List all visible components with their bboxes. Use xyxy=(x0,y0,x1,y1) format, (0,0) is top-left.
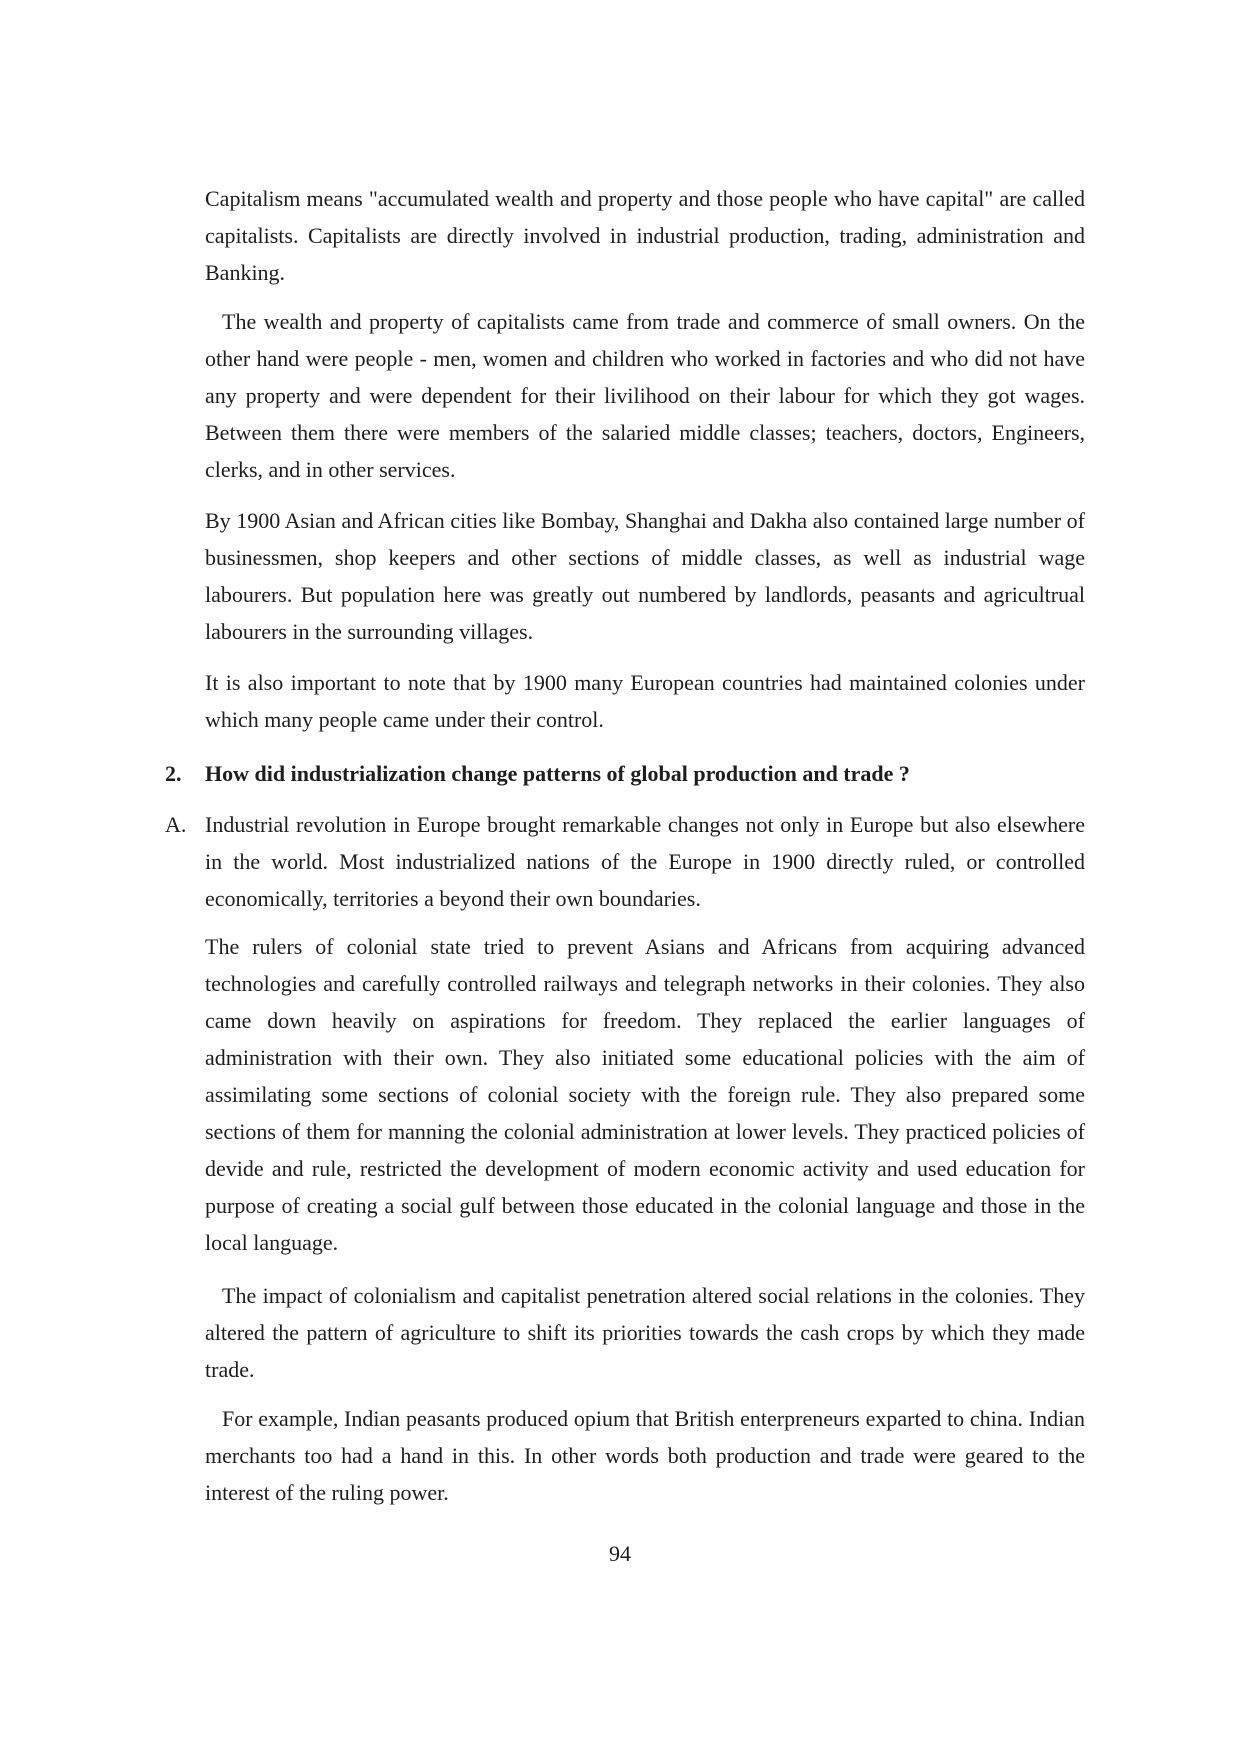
paragraph-colonialism-impact: The impact of colonialism and capitalist penetration altered social relations in the colonies. They altered the pattern of agriculture to shift its priorities towards the cash crops by which they made trade. xyxy=(205,1283,1085,1382)
answer-label: A. xyxy=(165,812,187,837)
page-number: 94 xyxy=(609,1541,631,1566)
paragraph-european-colonies: It is also important to note that by 1900 many European countries had maintained colonies under which many people came under their control. xyxy=(205,670,1085,732)
question-heading xyxy=(165,755,1095,792)
paragraph-colonial-rulers: The rulers of colonial state tried to prevent Asians and Africans from acquiring advanced technologies and carefully controlled railways and telegraph networks in their colonies. They also came down heavily on aspirations for freedom. They replaced the earlier languages of administration with their own. They also initiated some educational policies with the aim of assimilating some sections of colonial society with the foreign rule. They also prepared some sections of them for manning the colonial administration at lower levels. They practiced policies of devide and rule, restricted the development of modern economic activity and used education for purpose of creating a social gulf between those educated in the colonial language and those in the local language. xyxy=(205,934,1085,1255)
paragraph-wealth-origin: The wealth and property of capitalists came from trade and commerce of small owners. On the other hand were people - men, women and children who worked in factories and who did not have any property and were dependent for their livilihood on their labour for which they got wages. Between them there were members of the salaried middle classes; teachers, doctors, Engineers, clerks, and in other services. xyxy=(205,309,1085,482)
paragraph-opium-example: For example, Indian peasants produced opium that British enterpreneurs exparted to china. Indian merchants too had a hand in this. In other words both production and trade were geared to the interest of the ruling power. xyxy=(205,1406,1085,1505)
question-number: 2. xyxy=(165,761,182,786)
paragraph-industrial-revolution: Industrial revolution in Europe brought remarkable changes not only in Europe but also elsewhere in the world. Most industrialized nations of the Europe in 1900 directly ruled, or controlled economically, territories a beyond their own boundaries. xyxy=(205,812,1085,911)
paragraph-asian-african-cities: By 1900 Asian and African cities like Bombay, Shanghai and Dakha also contained large number of businessmen, shop keepers and other sections of middle classes, as well as industrial wage labourers. But population here was greatly out numbered by landlords, peasants and agricultrual labourers in the surrounding villages. xyxy=(205,508,1085,644)
question-text: How did industrialization change patterns of global production and trade ? xyxy=(205,761,910,786)
paragraph-capitalism-definition: Capitalism means "accumulated wealth and property and those people who have capital" are called capitalists. Capitalists are directly involved in industrial production, trading, administration and Banking. xyxy=(205,186,1085,285)
